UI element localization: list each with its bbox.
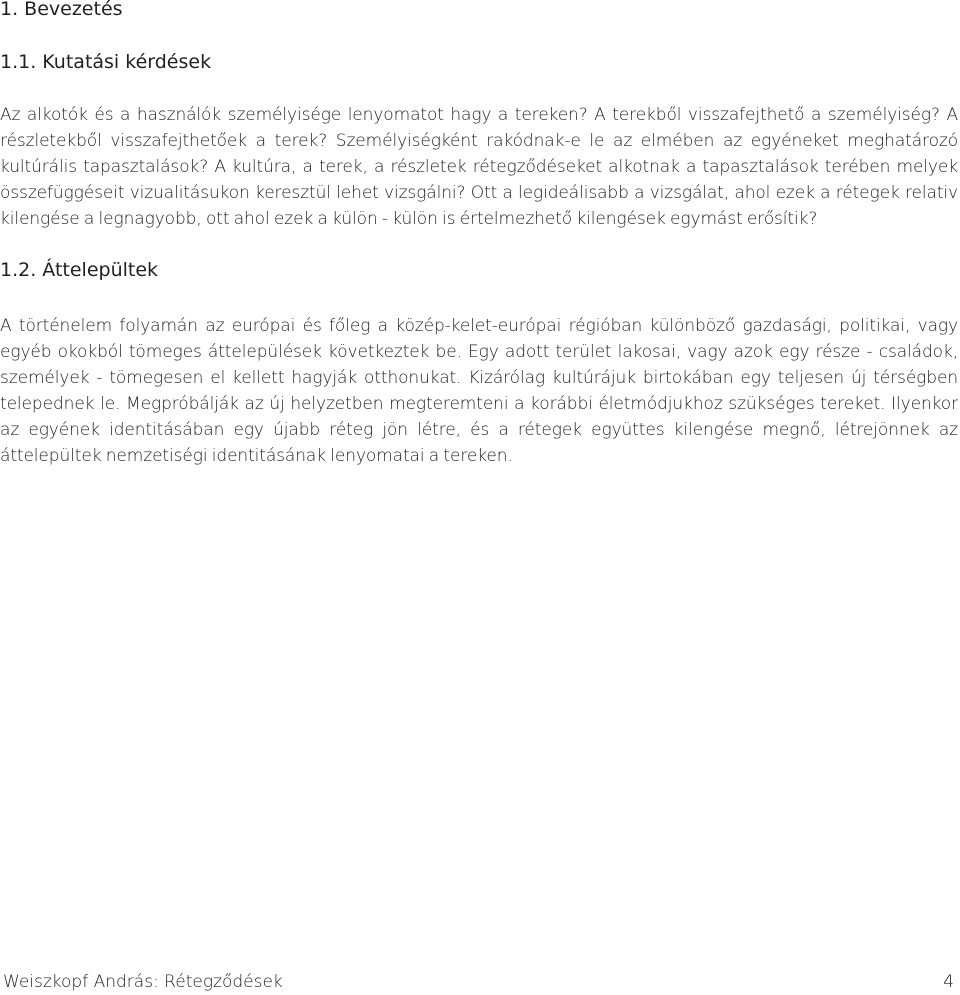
- paragraph-research-questions: Az alkotók és a használók személyisége lenyomatot hagy a tereken? A terekből visszafejthető a személyiség? A részletekből visszafejthetőek a terek? Személyiségként rakódnak-e le az elmében az egyéneket meghatározó kultúrális tapasztalások? A kultúra, a terek, a részletek rétegződéseket alkotnak a tapasztalások terében melyek összefüggéseit vizualitásukon keresztül lehet vizsgálni? Ott a legideálisabb a vizsgálat, ahol ezek a rétegek relativ kilengése a legnagyobb, ott ahol ezek a külön - külön is értelmezhető kilengések egymást erősítik?: [0, 105, 958, 229]
- section-heading-resettled: 1.2. Áttelepültek: [0, 259, 159, 281]
- chapter-heading: 1. Bevezetés: [0, 0, 123, 20]
- footer-author-title: Weiszkopf András: Rétegződések: [3, 972, 283, 992]
- footer-page-number: 4: [943, 972, 954, 992]
- section-heading-research-questions: 1.1. Kutatási kérdések: [0, 51, 212, 73]
- paragraph-resettled: A történelem folyamán az európai és főleg a közép-kelet-európai régióban különböző gazdasági, politikai, vagy egyéb okokból tömeges áttelepülések következtek be. Egy adott terület lakosai, vagy azok egy része - családok, személyek - tömegesen el kellett hagyják otthonukat. Kizárólag kultúrájuk birtokában egy teljesen új térségben telepednek le. Megpróbálják az új helyzetben megteremteni a korábbi életmódjukhoz szükséges tereket. Ilyenkor az egyének identitásában egy újabb réteg jön létre, és a rétegek együttes kilengése megnő, létrejönnek az áttelepültek nemzetiségi identitásának lenyomatai a tereken.: [0, 316, 958, 466]
